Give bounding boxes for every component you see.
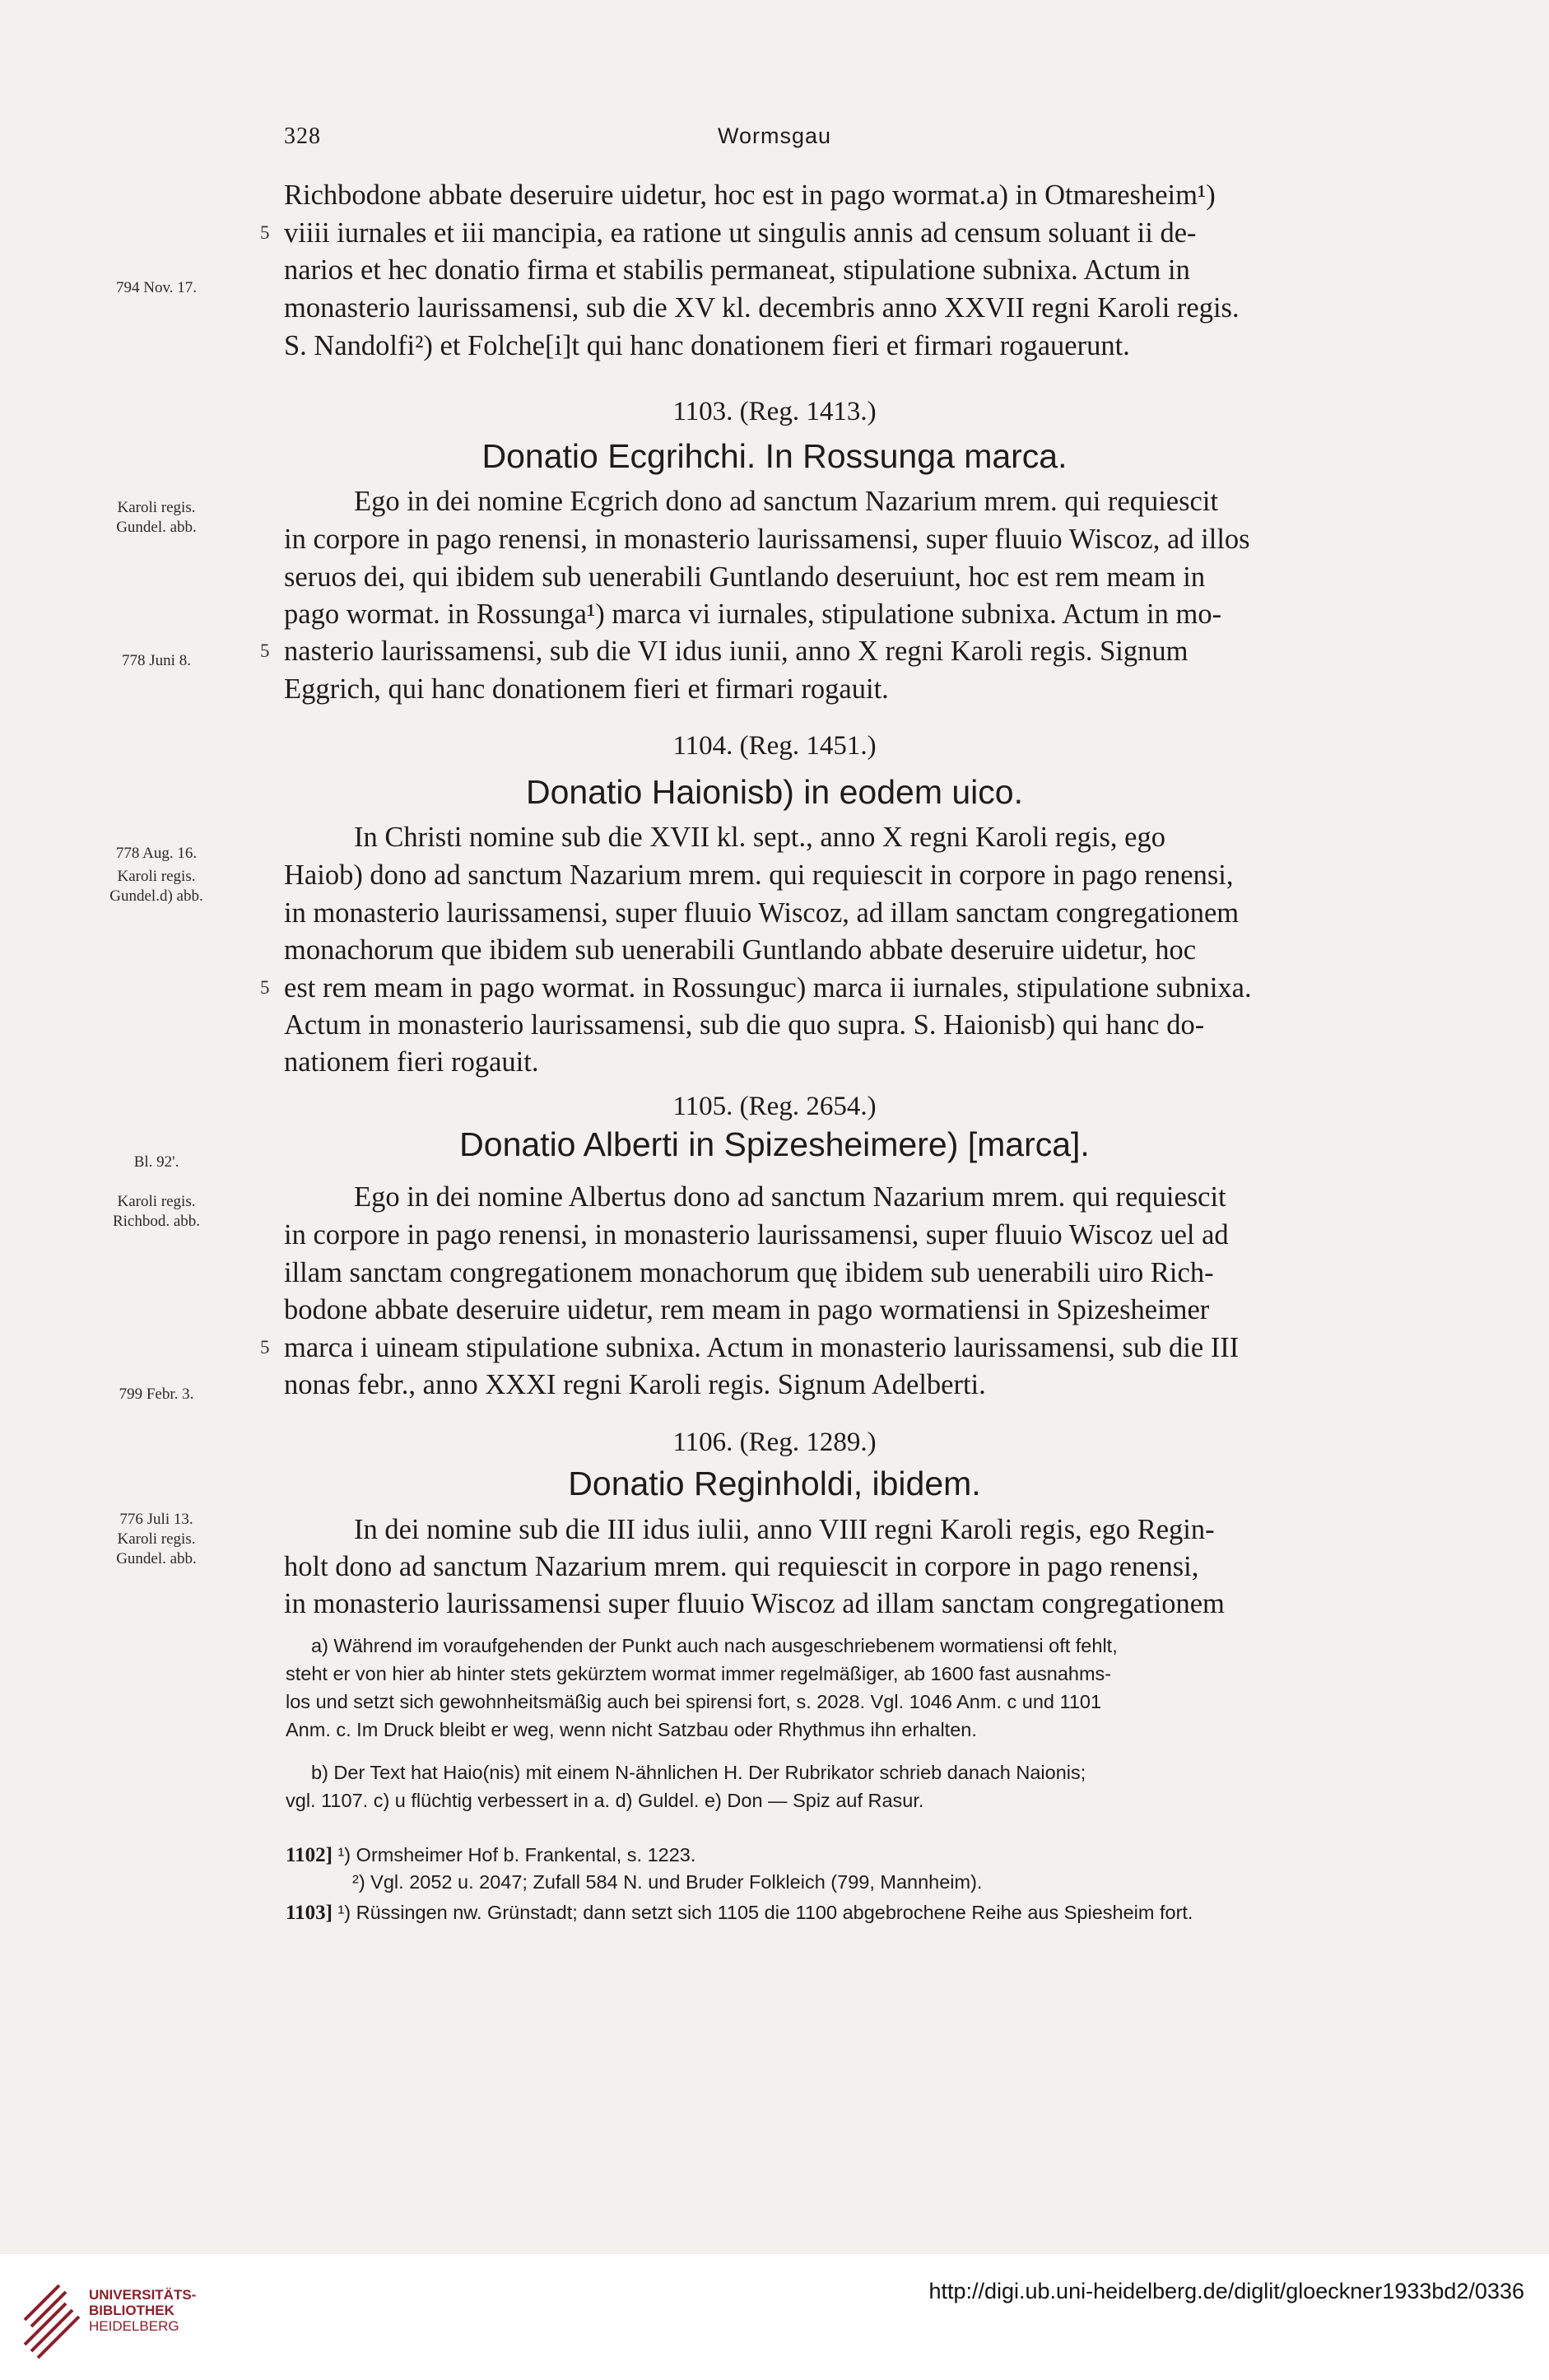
- entry-title: Donatio Alberti in Spizesheimere) [marca].: [459, 1125, 1090, 1163]
- text-line: Ego in dei nomine Albertus dono ad sanctum Nazarium mrem. qui requiescit: [354, 1181, 1226, 1213]
- page-number: 328: [284, 123, 321, 149]
- text-line: Haiob) dono ad sanctum Nazarium mrem. qui requiescit in corpore in pago renensi,: [284, 859, 1234, 891]
- margin-date: 778 Juni 8.: [122, 652, 191, 669]
- margin-folio: Bl. 92'.: [133, 1153, 179, 1171]
- margin-date: 778 Aug. 16.: [115, 845, 198, 862]
- library-name: UNIVERSITÄTS- BIBLIOTHEK HEIDELBERG: [89, 2287, 197, 2334]
- text-line: bodone abbate deseruire uidetur, rem meam in pago wormatiensi in Spizesheimer: [284, 1294, 1210, 1325]
- text-line: nationem fieri rogauit.: [284, 1046, 539, 1078]
- margin-date: 794 Nov. 17.: [116, 279, 197, 296]
- margin-date: 799 Febr. 3.: [119, 1386, 194, 1403]
- text-line: In dei nomine sub die III idus iulii, anno VIII regni Karoli regis, ego Regin-: [354, 1514, 1215, 1545]
- reference-number: 1102]: [286, 1844, 333, 1866]
- margin-note: Karoli regis. Gundel. abb.: [116, 499, 197, 536]
- text-line: narios et hec donatio firma et stabilis permaneat, stipulatione subnixa. Actum in: [284, 254, 1190, 286]
- footnote-line: b) Der Text hat Haio(nis) mit einem N-ähnlichen H. Der Rubrikator schrieb danach Naionis;: [311, 1762, 1086, 1783]
- footnote-line: Anm. c. Im Druck bleibt er weg, wenn nicht Satzbau oder Rhythmus ihn erhalten.: [286, 1719, 977, 1740]
- text-line: Ego in dei nomine Ecgrich dono ad sanctum Nazarium mrem. qui requiescit: [354, 486, 1219, 517]
- text-line: Actum in monasterio laurissamensi, sub die quo supra. S. Haionisb) qui hanc do-: [284, 1009, 1205, 1041]
- line-number: 5: [260, 977, 270, 998]
- margin-note: Karoli regis. Gundel. abb.: [116, 1530, 197, 1567]
- text-line: S. Nandolfi²) et Folche[i]t qui hanc donationem fieri et firmari rogauerunt.: [284, 330, 1130, 361]
- text-line: holt dono ad sanctum Nazarium mrem. qui requiescit in corpore in pago renensi,: [284, 1551, 1199, 1582]
- footer-bar: [0, 2254, 1549, 2380]
- source-url-link[interactable]: http://digi.ub.uni-heidelberg.de/diglit/gloeckner1933bd2/0336: [928, 2279, 1524, 2303]
- university-library-logo-icon: [18, 2269, 84, 2359]
- text-line: nonas febr., anno XXXI regni Karoli regis. Signum Adelberti.: [284, 1369, 986, 1400]
- text-line: illam sanctam congregationem monachorum quę ibidem sub uenerabili uiro Rich-: [284, 1257, 1214, 1288]
- text-line: viiii iurnales et iii mancipia, ea ratione ut singulis annis ad censum soluant ii de-: [284, 217, 1197, 249]
- reference-number: 1103]: [286, 1902, 333, 1924]
- reference-note: [286, 1899, 1430, 1926]
- text-line: seruos dei, qui ibidem sub uenerabili Guntlando deseruiunt, hoc est rem meam in: [284, 561, 1206, 593]
- entry-number: 1104. (Reg. 1451.): [672, 731, 877, 761]
- reference-note: [352, 1869, 1496, 1896]
- reference-text: ¹) Ormsheimer Hof b. Frankental, s. 1223.: [337, 1844, 696, 1865]
- text-line: in corpore in pago renensi, in monasterio laurissamensi, super fluuio Wiscoz uel ad: [284, 1219, 1229, 1251]
- text-line: in monasterio laurissamensi super fluuio Wiscoz ad illam sanctam congregationem: [284, 1588, 1225, 1619]
- line-number: 5: [260, 640, 270, 661]
- text-line: marca i uineam stipulatione subnixa. Actum in monasterio laurissamensi, sub die III: [284, 1332, 1240, 1363]
- text-line: in monasterio laurissamensi, super fluuio Wiscoz, ad illam sanctam congregationem: [284, 897, 1240, 929]
- footnote-line: steht er von hier ab hinter stets gekürztem wormat immer regelmäßiger, ab 1600 fast ausnahms-: [286, 1663, 1112, 1684]
- text-line: In Christi nomine sub die XVII kl. sept., anno X regni Karoli regis, ego: [354, 822, 1165, 853]
- text-line: Richbodone abbate deseruire uidetur, hoc est in pago wormat.a) in Otmaresheim¹): [284, 179, 1216, 211]
- margin-date: 776 Juli 13.: [119, 1511, 193, 1528]
- text-line: in corpore in pago renensi, in monasterio laurissamensi, super fluuio Wiscoz, ad illos: [284, 524, 1250, 555]
- entry-number: 1105. (Reg. 2654.): [672, 1092, 877, 1121]
- entry-number: 1103. (Reg. 1413.): [672, 397, 877, 426]
- reference-text: ¹) Rüssingen nw. Grünstadt; dann setzt sich 1105 die 1100 abgebrochene Reihe aus Spiesheim fort.: [337, 1902, 1193, 1923]
- entry-title: Donatio Ecgrihchi. In Rossunga marca.: [481, 437, 1068, 475]
- reference-note: [286, 1842, 1430, 1869]
- margin-note: Karoli regis. Richbod. abb.: [112, 1193, 201, 1230]
- footnote-line: vgl. 1107. c) u flüchtig verbessert in a. d) Guldel. e) Don — Spiz auf Rasur.: [286, 1790, 924, 1811]
- text-line: monasterio laurissamensi, sub die XV kl. decembris anno XXVII regni Karoli regis.: [284, 292, 1240, 324]
- text-line: pago wormat. in Rossunga¹) marca vi iurnales, stipulatione subnixa. Actum in mo-: [284, 598, 1222, 630]
- footnote-line: a) Während im voraufgehenden der Punkt auch nach ausgeschriebenem wormatiensi oft fehlt,: [311, 1635, 1118, 1656]
- entry-title: Donatio Haionisb) in eodem uico.: [526, 773, 1023, 811]
- text-line: nasterio laurissamensi, sub die VI idus iunii, anno X regni Karoli regis. Signum: [284, 636, 1188, 667]
- line-number: 5: [260, 222, 270, 243]
- text-line: est rem meam in pago wormat. in Rossunguc) marca ii iurnales, stipulatione subnixa.: [284, 972, 1252, 1004]
- text-line: monachorum que ibidem sub uenerabili Guntlando abbate deseruire uidetur, hoc: [284, 934, 1197, 966]
- footnote-line: los und setzt sich gewohnheitsmäßig auch bei spirensi fort, s. 2028. Vgl. 1046 Anm. c und 1101: [286, 1691, 1102, 1712]
- running-title: Wormsgau: [717, 123, 832, 148]
- entry-number: 1106. (Reg. 1289.): [672, 1428, 877, 1457]
- line-number: 5: [260, 1337, 270, 1358]
- text-line: Eggrich, qui hanc donationem fieri et firmari rogauit.: [284, 673, 889, 705]
- margin-note: Karoli regis. Gundel.d) abb.: [109, 868, 203, 905]
- entry-title: Donatio Reginholdi, ibidem.: [568, 1465, 981, 1502]
- reference-text: ²) Vgl. 2052 u. 2047; Zufall 584 N. und Bruder Folkleich (799, Mannheim).: [352, 1871, 983, 1893]
